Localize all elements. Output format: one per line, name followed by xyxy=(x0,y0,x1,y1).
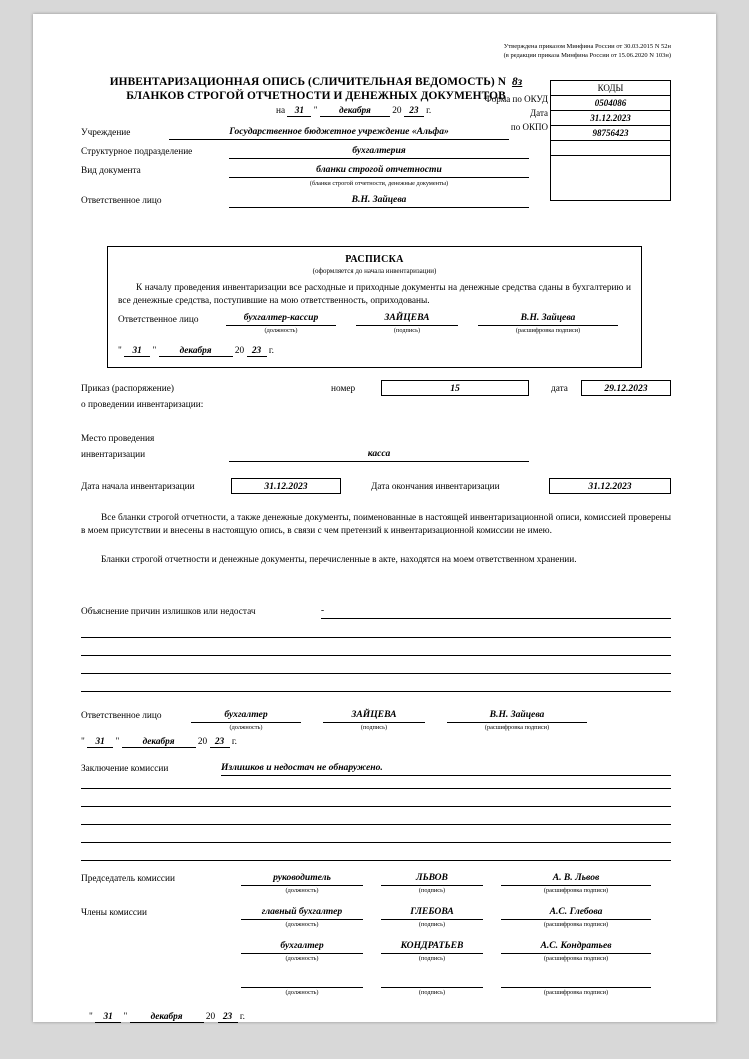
receipt-title: РАСПИСКА xyxy=(345,254,404,265)
receipt-position-caption: (должность) xyxy=(264,327,298,335)
title-text-1: ИНВЕНТАРИЗАЦИОННАЯ ОПИСЬ (СЛИЧИТЕЛЬНАЯ ВЕДОМОСТЬ) N xyxy=(109,75,507,88)
responsible-row xyxy=(81,194,671,210)
order-number-value[interactable]: 15 xyxy=(381,380,529,396)
responsible-bottom-transcript[interactable]: В.Н. Зайцева xyxy=(447,709,587,723)
responsible-bottom-date-row xyxy=(81,737,237,748)
comm-date-day[interactable]: 31 xyxy=(95,1012,121,1023)
commission-date-row xyxy=(89,1012,245,1023)
explanation-value[interactable]: - xyxy=(321,605,671,619)
codes-header: КОДЫ xyxy=(551,81,670,96)
conclusion-line-2[interactable] xyxy=(81,788,671,789)
commission-position-caption-1: (должность) xyxy=(285,921,319,928)
order-label-1: Приказ (распоряжение) xyxy=(81,384,174,394)
codes-okpo-value: 98756423 xyxy=(551,126,670,141)
commission-transcript-caption-1: (расшифровка подписи) xyxy=(543,921,609,928)
date-prefix: на xyxy=(276,106,286,116)
receipt-date-row xyxy=(118,346,651,357)
commission-row xyxy=(81,906,671,940)
receipt-date-quote-open: " xyxy=(118,346,122,357)
receipt-subtitle: (оформляется до начала инвентаризации) xyxy=(312,267,437,275)
resp-date-quote-close: " xyxy=(115,737,120,747)
codes-date-label: Дата xyxy=(530,108,548,118)
place-label-1: Место проведения xyxy=(81,434,155,444)
responsible-bottom-position[interactable]: бухгалтер xyxy=(191,709,301,723)
approval-line-1: Утверждена приказом Минфина России от 30.03.2015 N 52н xyxy=(503,43,671,50)
period-start-label: Дата начала инвентаризации xyxy=(81,482,195,492)
commission-row xyxy=(81,940,671,974)
date-year-prefix: 20 xyxy=(392,106,402,116)
receipt-position[interactable]: бухгалтер-кассир xyxy=(226,312,336,326)
commission-transcript-1[interactable]: А.С. Глебова xyxy=(501,906,651,920)
title-number: 8з xyxy=(511,75,523,88)
resp-date-year-prefix: 20 xyxy=(197,737,208,747)
receipt-date-suffix: г. xyxy=(268,346,274,357)
commission-position-caption-0: (должность) xyxy=(285,887,319,894)
commission-row xyxy=(81,974,671,1008)
commission-transcript-3[interactable] xyxy=(501,974,651,988)
statements-block xyxy=(81,512,671,568)
receipt-box xyxy=(107,246,642,368)
explanation-line-3[interactable] xyxy=(81,655,671,656)
commission-position-caption-3: (должность) xyxy=(285,989,319,996)
document-page xyxy=(33,14,716,1022)
explanation-line-2[interactable] xyxy=(81,637,671,638)
date-year[interactable]: 23 xyxy=(404,106,424,117)
commission-signature-1[interactable]: ГЛЕБОВА xyxy=(381,906,483,920)
subdivision-row xyxy=(81,145,671,161)
receipt-date-year[interactable]: 23 xyxy=(247,346,267,357)
comm-date-quote-open: " xyxy=(89,1012,93,1022)
responsible-bottom-signature-caption: (подпись) xyxy=(360,724,388,731)
commission-position-caption-2: (должность) xyxy=(285,955,319,962)
doc-type-caption: (бланки строгой отчетности, денежные документы) xyxy=(309,180,449,187)
conclusion-value[interactable]: Излишков и недостач не обнаружено. xyxy=(221,762,671,776)
commission-signature-0[interactable]: ЛЬВОВ xyxy=(381,872,483,886)
conclusion-line-5[interactable] xyxy=(81,842,671,843)
doc-type-label: Вид документа xyxy=(81,166,141,176)
receipt-date-day[interactable]: 31 xyxy=(124,346,150,357)
comm-date-year[interactable]: 23 xyxy=(218,1012,238,1023)
responsible-bottom-transcript-caption: (расшифровка подписи) xyxy=(484,724,550,731)
institution-value[interactable]: Государственное бюджетное учреждение «Альфа» xyxy=(169,126,509,140)
commission-signature-caption-3: (подпись) xyxy=(418,989,446,996)
resp-date-month[interactable]: декабря xyxy=(122,737,196,748)
order-label-2: о проведении инвентаризации: xyxy=(81,400,204,410)
period-start-value[interactable]: 31.12.2023 xyxy=(231,478,341,494)
place-label-2: инвентаризации xyxy=(81,450,146,460)
approval-note xyxy=(81,42,671,61)
subdivision-label: Структурное подразделение xyxy=(81,147,193,157)
period-end-label: Дата окончания инвентаризации xyxy=(371,482,500,492)
statement-para-2: Бланки строгой отчетности и денежные документы, перечисленные в акте, находятся на моем ответственном хранении. xyxy=(101,555,577,566)
period-end-value[interactable]: 31.12.2023 xyxy=(549,478,671,494)
comm-date-year-prefix: 20 xyxy=(205,1012,216,1022)
date-month[interactable]: декабря xyxy=(320,106,390,117)
commission-chair-label: Председатель комиссии xyxy=(81,874,175,884)
date-quote: " xyxy=(313,106,318,116)
document-date-row xyxy=(276,106,431,117)
order-date-value[interactable]: 29.12.2023 xyxy=(581,380,671,396)
order-date-label: дата xyxy=(551,384,568,394)
doc-type-value[interactable]: бланки строгой отчетности xyxy=(229,164,529,178)
commission-position-1[interactable]: главный бухгалтер xyxy=(241,906,363,920)
approval-line-2: (в редакции приказа Минфина России от 15.06.2020 N 103н) xyxy=(503,52,671,60)
institution-label: Учреждение xyxy=(81,128,131,138)
order-number-label: номер xyxy=(331,384,356,394)
receipt-transcript-caption: (расшифровка подписи) xyxy=(515,327,581,335)
document-body xyxy=(81,42,671,1022)
date-day[interactable]: 31 xyxy=(287,106,311,117)
explanation-line-4[interactable] xyxy=(81,673,671,674)
place-value[interactable]: касса xyxy=(229,448,529,462)
receipt-text: К началу проведения инвентаризации все расходные и приходные документы на денежные средства сданы в бухгалтерию и все денежные средства, поступившие на мою ответственность, оприходованы. xyxy=(118,283,631,306)
responsible-value[interactable]: В.Н. Зайцева xyxy=(229,194,529,208)
commission-position-0[interactable]: руководитель xyxy=(241,872,363,886)
explanation-label: Объяснение причин излишков или недостач xyxy=(81,607,256,617)
resp-date-suffix: г. xyxy=(231,737,237,747)
explanation-line-5[interactable] xyxy=(81,691,671,692)
page-title xyxy=(81,75,551,104)
comm-date-month[interactable]: декабря xyxy=(130,1012,204,1023)
conclusion-label: Заключение комиссии xyxy=(81,764,169,774)
codes-okpo-label: по ОКПО xyxy=(510,122,548,132)
commission-signature-3[interactable] xyxy=(381,974,483,988)
commission-transcript-caption-2: (расшифровка подписи) xyxy=(543,955,609,962)
date-suffix: г. xyxy=(426,106,432,116)
resp-date-day[interactable]: 31 xyxy=(87,737,113,748)
commission-transcript-caption-3: (расшифровка подписи) xyxy=(543,989,609,996)
comm-date-quote-close: " xyxy=(123,1012,128,1022)
commission-signature-caption-2: (подпись) xyxy=(418,955,446,962)
resp-date-year[interactable]: 23 xyxy=(210,737,230,748)
responsible-bottom-label: Ответственное лицо xyxy=(81,711,162,721)
receipt-date-year-prefix: 20 xyxy=(234,346,245,357)
commission-transcript-caption-0: (расшифровка подписи) xyxy=(543,887,609,894)
responsible-bottom-position-caption: (должность) xyxy=(229,724,263,731)
codes-okud-value: 0504086 xyxy=(551,96,670,111)
commission-signature-caption-0: (подпись) xyxy=(418,887,446,894)
commission-position-3[interactable] xyxy=(241,974,363,988)
receipt-transcript[interactable]: В.Н. Зайцева xyxy=(478,312,618,326)
commission-transcript-2[interactable]: А.С. Кондратьев xyxy=(501,940,651,954)
commission-position-2[interactable]: бухгалтер xyxy=(241,940,363,954)
commission-members-label: Члены комиссии xyxy=(81,908,147,918)
codes-okud-label: Форма по ОКУД xyxy=(484,94,548,104)
title-line-1 xyxy=(81,75,551,90)
resp-date-quote-open: " xyxy=(81,737,85,747)
commission-row xyxy=(81,872,671,906)
statement-para-1: Все бланки строгой отчетности, а также денежные документы, поименованные в настоящей инвентаризационной описи, комиссией проверены в моем присутствии и внесены в настоящую опись, в связи с чем претензий к инвентаризационной комиссии не имею. xyxy=(81,513,671,537)
conclusion-line-3[interactable] xyxy=(81,806,671,807)
institution-row xyxy=(81,126,671,142)
receipt-responsible-label: Ответственное лицо xyxy=(118,315,199,326)
receipt-date-quote-close: " xyxy=(152,346,157,357)
responsible-bottom-signature[interactable]: ЗАЙЦЕВА xyxy=(323,709,425,723)
responsible-label: Ответственное лицо xyxy=(81,196,162,206)
receipt-signature-caption: (подпись) xyxy=(393,327,421,335)
subdivision-value[interactable]: бухгалтерия xyxy=(229,145,529,159)
commission-transcript-0[interactable]: А. В. Львов xyxy=(501,872,651,886)
conclusion-line-4[interactable] xyxy=(81,824,671,825)
codes-date-value: 31.12.2023 xyxy=(551,111,670,126)
receipt-date-month[interactable]: декабря xyxy=(159,346,233,357)
conclusion-line-6[interactable] xyxy=(81,860,671,861)
receipt-signature[interactable]: ЗАЙЦЕВА xyxy=(356,312,458,326)
comm-date-suffix: г. xyxy=(239,1012,245,1022)
doc-type-row xyxy=(81,164,671,187)
commission-signature-2[interactable]: КОНДРАТЬЕВ xyxy=(381,940,483,954)
title-line-2: БЛАНКОВ СТРОГОЙ ОТЧЕТНОСТИ И ДЕНЕЖНЫХ ДОКУМЕНТОВ xyxy=(126,90,506,103)
commission-signature-caption-1: (подпись) xyxy=(418,921,446,928)
